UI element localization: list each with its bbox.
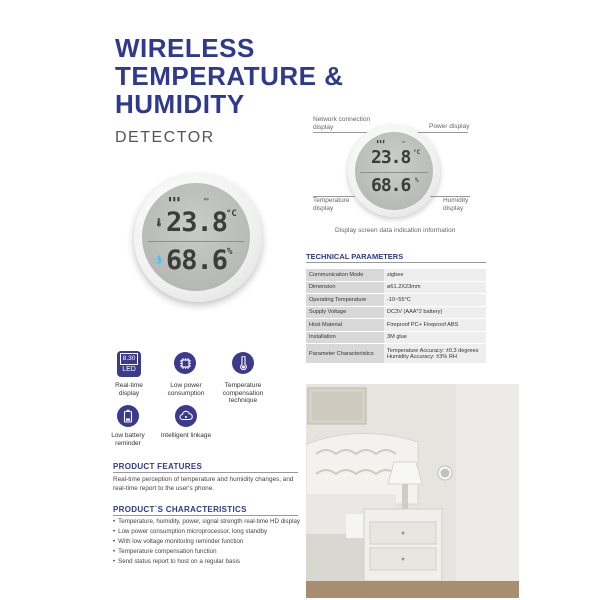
table-value: zigbee: [384, 269, 486, 281]
table-key: Parameter Characteristics: [306, 344, 384, 364]
title-line-2: TEMPERATURE &: [115, 61, 344, 91]
callout-line: [430, 196, 470, 197]
characteristics-list: [113, 517, 308, 567]
table-key: Communication Mode: [306, 269, 384, 281]
temperature-value: 23.8: [371, 147, 411, 168]
feature-label-lowbattery: Low battery reminder: [111, 432, 145, 447]
table-row: [306, 344, 486, 364]
table-key: Host Material: [306, 319, 384, 332]
characteristics-title: PRODUCT`S CHARACTERISTICS: [113, 505, 247, 514]
temperature-unit: °C: [226, 209, 237, 219]
table-row: [306, 306, 486, 319]
device-small-screen: [355, 132, 433, 210]
led-badge-top: 8.30: [120, 353, 138, 365]
signal-icon: ▮▮▮: [376, 139, 386, 145]
list-item: • With low voltage monitoring reminder function: [113, 537, 308, 547]
humidity-value: 68.6: [166, 245, 228, 276]
feature-label-compensation: Temperature compensation technique: [222, 382, 264, 404]
device-large-screen: [142, 183, 250, 291]
bedroom-photo: [306, 384, 519, 598]
callout-power: Power display: [429, 123, 470, 130]
humidity-unit: %: [227, 247, 233, 257]
product-features-text: Real-time perception of temperature and humidity changes, and real-time report to the user's phone.: [113, 476, 294, 492]
table-value: [384, 344, 486, 364]
title-line-1: WIRELESS: [115, 33, 255, 63]
table-row: [306, 319, 486, 332]
battery-indicator-icon: ▭: [204, 195, 209, 203]
section-rule: [113, 515, 298, 516]
page-title: [115, 34, 415, 118]
table-key: Installation: [306, 331, 384, 344]
section-rule: [113, 472, 298, 473]
table-value-line: Humidity Accuracy: ±3% RH: [387, 353, 457, 360]
table-key: Operating Temperature: [306, 294, 384, 307]
product-features-title: PRODUCT FEATURES: [113, 462, 203, 471]
tech-title: TECHNICAL PARAMETERS: [306, 252, 404, 261]
table-row: [306, 331, 486, 344]
humidity-value: 68.6: [371, 175, 411, 196]
lcd-display-icon: [117, 351, 141, 377]
tech-table: [306, 269, 486, 364]
feature-label-realtime: Real-time display: [115, 382, 143, 397]
device-small-image: [348, 125, 440, 217]
list-item: • Send status report to host on a regular basis: [113, 557, 308, 567]
humidity-unit: %: [415, 177, 419, 184]
led-badge-bottom: LED: [122, 366, 136, 373]
screen-divider: [360, 172, 428, 173]
thermometer-indicator-icon: 🌡: [154, 218, 165, 227]
list-item: • Temperature, humidity, power, signal strength real-time HD display: [113, 517, 308, 527]
screen-divider: [148, 241, 244, 242]
callout-line: [418, 132, 468, 133]
chip-icon: [174, 352, 196, 374]
device-large-image: [134, 174, 262, 302]
table-key: Dimension: [306, 281, 384, 294]
feature-label-lowpower: Low power consumption: [167, 382, 205, 397]
temperature-unit: °C: [413, 149, 421, 156]
table-value: DC3V (AAA*2 battery): [384, 306, 486, 319]
linkage-icon: [175, 405, 197, 427]
callout-line: [313, 132, 367, 133]
callout-humidity: Humidity display: [443, 197, 469, 212]
list-item: • Low power consumption microprocessor, long standby: [113, 527, 308, 537]
table-row: [306, 281, 486, 294]
page-subtitle: DETECTOR: [115, 129, 215, 146]
display-caption: Display screen data indication information: [335, 227, 456, 234]
table-value: ø61.2X23mm: [384, 281, 486, 294]
tech-title-rule: [306, 262, 486, 263]
table-value: Fireproof PC+ Fireproof ABS: [384, 319, 486, 332]
callout-line: [313, 196, 355, 197]
feature-label-linkage: Intelligent linkage: [160, 432, 212, 439]
thermometer-icon: [232, 352, 254, 374]
signal-icon: ▮▮▮: [168, 195, 181, 203]
table-value: 3M glue: [384, 331, 486, 344]
battery-icon: [117, 405, 139, 427]
table-value: -10~55°C: [384, 294, 486, 307]
battery-indicator-icon: ▭: [402, 139, 406, 145]
table-row: [306, 294, 486, 307]
temperature-value: 23.8: [166, 207, 228, 238]
table-value-line: Temperature Accuracy: ±0.3 degrees: [387, 347, 479, 354]
humidity-indicator-icon: 💧: [154, 255, 164, 264]
callout-temperature: Temperature display: [313, 197, 350, 212]
table-row: [306, 269, 486, 281]
title-line-3: HUMIDITY: [115, 89, 245, 119]
table-key: Supply Voltage: [306, 306, 384, 319]
list-item: • Temperature compensation function: [113, 547, 308, 557]
callout-network: Network connection display: [313, 116, 371, 131]
